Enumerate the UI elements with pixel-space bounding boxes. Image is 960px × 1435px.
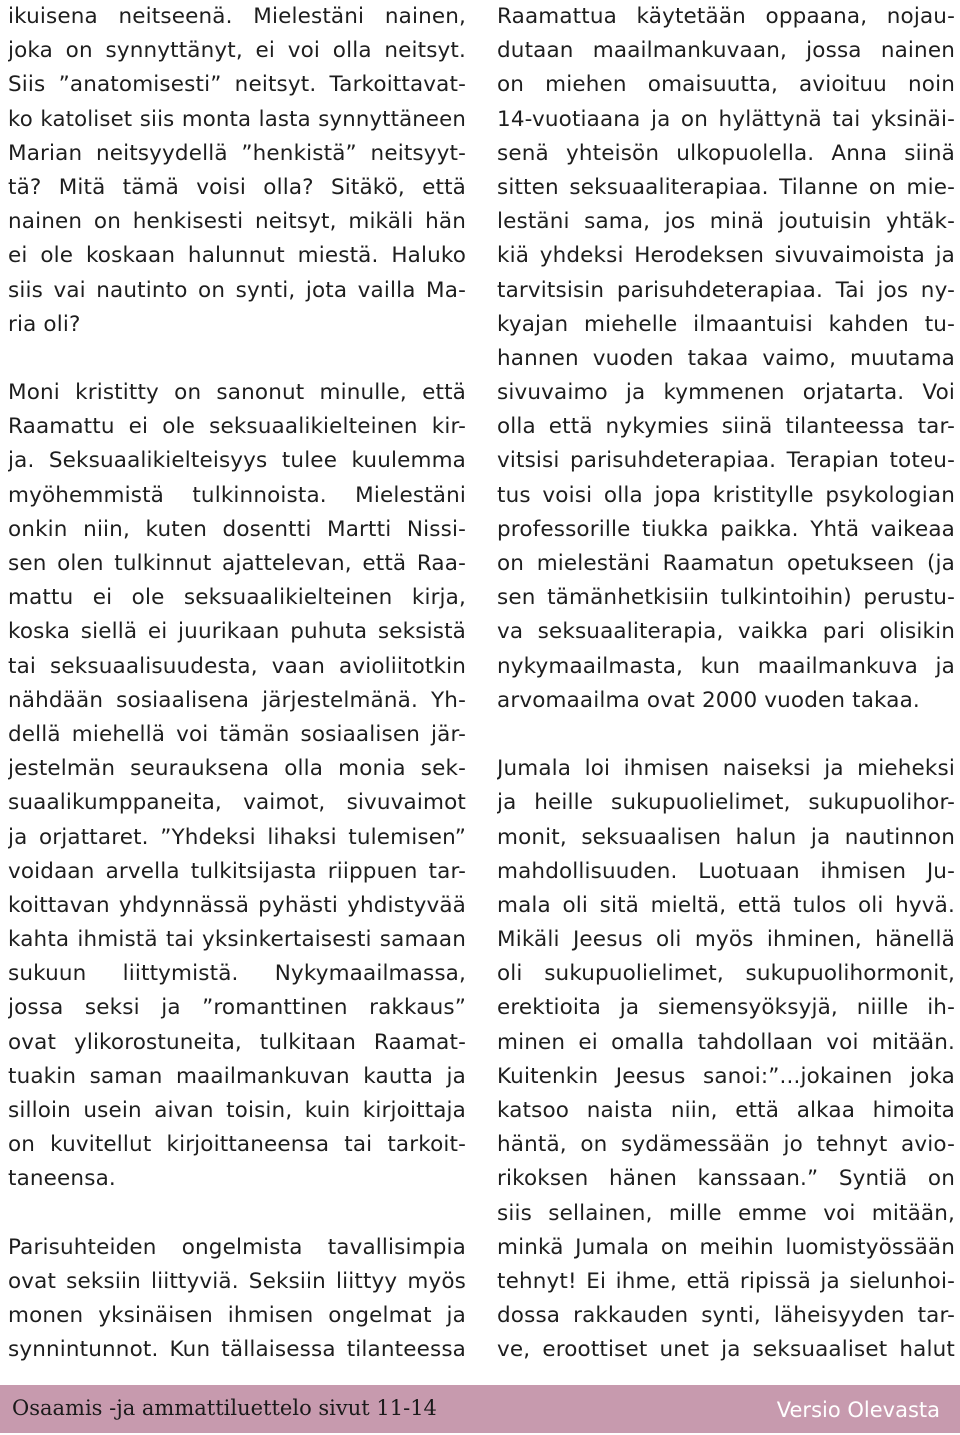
text-line: tarvitsisin parisuhdeterapiaa. Tai jos ny-: [497, 277, 955, 303]
text-line: Moni kristitty on sanonut minulle, että: [8, 380, 466, 406]
text-line: erektioita ja siemensyöksyjä, niille ih-: [497, 995, 955, 1021]
text-line: ve, eroottiset unet ja seksuaaliset halut: [497, 1337, 955, 1363]
text-line: Siis ”anatomisesti” neitsyt. Tarkoittavat-: [8, 72, 466, 98]
text-line: 14-vuotiaana ja on hylättynä tai yksinäi-: [497, 106, 955, 132]
text-line: sen olen tulkinnut ajattelevan, että Raa-: [8, 551, 466, 576]
text-line: kahta ihmistä tai yksinkertaisesti samaan: [8, 927, 466, 953]
text-line: silloin usein aivan toisin, kuin kirjoittaja: [8, 1098, 466, 1123]
text-line: tehnyt! Ei ihme, että ripissä ja sielunhoi-: [497, 1268, 955, 1294]
text-line: nykymaailmasta, kun maailmankuva ja: [497, 653, 955, 679]
text-line: tä? Mitä tämä voisi olla? Sitäkö, että: [8, 174, 466, 200]
text-line: lestäni sama, jos minä joutuisin yhtäk-: [497, 209, 955, 235]
text-line: häntä, on sydämessään jo tehnyt avio-: [497, 1132, 955, 1158]
text-line: tai seksuaalisuudesta, vaan avioliitotkin: [8, 653, 466, 679]
text-line: rikoksen hänen kanssaan.” Syntiä on: [497, 1166, 955, 1192]
text-line: joka on synnyttänyt, ei voi olla neitsyt.: [8, 38, 466, 64]
text-line: sukuun liittymistä. Nykymaailmassa,: [8, 961, 466, 987]
paragraph-gap: [8, 342, 466, 376]
text-line: arvomaailma ovat 2000 vuoden takaa.: [497, 687, 920, 713]
text-line: mala oli sitä mieltä, että tulos oli hyvä.: [497, 892, 955, 918]
text-line: monit, seksuaalisen halun ja nautinnon: [497, 824, 955, 850]
right-text-column: [497, 0, 955, 1368]
text-line: ei ole koskaan halunnut miestä. Haluko: [8, 243, 466, 269]
text-line: nähdään sosiaalisena järjestelmänä. Yh-: [8, 687, 466, 713]
paragraph-gap: [8, 1197, 466, 1231]
text-line: ja heille sukupuolielimet, sukupuolihor-: [497, 790, 955, 816]
text-line: siis vai nautinto on synti, jota vailla Ma-: [8, 277, 466, 303]
text-line: minkä Jumala on meihin luomistyössään: [497, 1234, 955, 1260]
text-line: Mikäli Jeesus oli myös ihminen, hänellä: [497, 927, 955, 953]
text-line: on miehen omaisuutta, avioituu noin: [497, 72, 955, 98]
text-line: Marian neitsyydellä ”henkistä” neitsyyt-: [8, 140, 466, 166]
text-line: ikuisena neitseenä. Mielestäni nainen,: [8, 4, 466, 29]
text-line: on mielestäni Raamatun opetukseen (ja: [497, 551, 955, 576]
text-line: nainen on henkisesti neitsyt, mikäli hän: [8, 209, 466, 235]
paragraph-gap: [497, 718, 955, 752]
footer-bar: [0, 1385, 960, 1433]
footer-right-caption: Versio Olevasta: [776, 1398, 940, 1422]
text-line: hannen vuoden takaa vaimo, muutama: [497, 345, 955, 371]
text-line: ovat ylikorostuneita, tulkitaan Raamat-: [8, 1029, 466, 1055]
text-line: ovat seksiin liittyviä. Seksiin liittyy myös: [8, 1268, 466, 1294]
text-line: vitsisi parisuhdeterapiaa. Terapian toteu-: [497, 448, 955, 474]
text-line: kiä yhdeksi Herodeksen sivuvaimoista ja: [497, 243, 955, 269]
text-line: ja orjattaret. ”Yhdeksi lihaksi tulemisen”: [8, 824, 466, 850]
text-line: ria oli?: [8, 311, 81, 337]
text-line: myöhemmistä tulkinnoista. Mielestäni: [8, 482, 466, 508]
text-line: va seksuaaliterapia, vaikka pari olisikin: [497, 619, 955, 645]
text-line: on kuvitellut kirjoittaneensa tai tarkoit-: [8, 1132, 466, 1158]
text-line: jossa seksi ja ”romanttinen rakkaus”: [8, 995, 466, 1021]
text-line: minen ei omalla tahdollaan voi mitään.: [497, 1029, 955, 1055]
text-line: dutaan maailmankuvaan, jossa nainen: [497, 38, 955, 64]
text-line: suaalikumppaneita, vaimot, sivuvaimot: [8, 790, 466, 816]
text-line: taneensa.: [8, 1166, 116, 1192]
text-line: olla että nykymies siinä tilanteessa tar-: [497, 414, 955, 440]
text-line: Raamattu ei ole seksuaalikielteinen kir-: [8, 414, 466, 440]
text-line: oli sukupuolielimet, sukupuolihormonit,: [497, 961, 955, 987]
text-line: Kuitenkin Jeesus sanoi:”...jokainen joka: [497, 1063, 955, 1089]
text-line: tuakin saman maailmankuvan kautta ja: [8, 1063, 466, 1089]
text-line: dossa rakkauden synti, läheisyyden tar-: [497, 1303, 955, 1329]
text-line: senä yhteisön ulkopuolella. Anna siinä: [497, 140, 955, 166]
text-line: Raamattua käytetään oppaana, nojau-: [497, 4, 955, 29]
text-line: onkin niin, kuten dosentti Martti Nissi-: [8, 516, 466, 542]
text-line: dellä miehellä voi tämän sosiaalisen jär-: [8, 721, 466, 747]
text-line: katsoo naista niin, että alkaa himoita: [497, 1098, 955, 1123]
text-line: sen tämänhetkisiin tulkintoihin) perustu-: [497, 585, 955, 611]
text-line: professorille tiukka paikka. Yhtä vaikeaa: [497, 516, 955, 542]
text-line: synnintunnot. Kun tällaisessa tilanteessa: [8, 1337, 466, 1363]
text-line: tus voisi olla jopa kristitylle psykologian: [497, 482, 955, 508]
text-line: monen yksinäisen ihmisen ongelmat ja: [8, 1303, 466, 1329]
text-line: ko katoliset siis monta lasta synnyttäneen: [8, 106, 466, 132]
text-line: sitten seksuaaliterapiaa. Tilanne on mie-: [497, 174, 955, 200]
text-line: ja. Seksuaalikielteisyys tulee kuulemma: [8, 448, 466, 474]
text-line: koittavan yhdynnässä pyhästi yhdistyvää: [8, 892, 466, 918]
text-line: mahdollisuuden. Luotuaan ihmisen Ju-: [497, 858, 955, 884]
text-line: jestelmän seurauksena olla monia sek-: [8, 756, 466, 782]
left-text-column: [8, 0, 466, 1368]
text-line: kyajan miehelle ilmaantuisi kahden tu-: [497, 311, 955, 337]
text-line: Parisuhteiden ongelmista tavallisimpia: [8, 1234, 466, 1260]
footer-left-caption: Osaamis -ja ammattiluettelo sivut 11-14: [12, 1396, 437, 1420]
text-line: mattu ei ole seksuaalikielteinen kirja,: [8, 585, 466, 611]
text-line: koska siellä ei juurikaan puhuta seksistä: [8, 619, 466, 645]
text-line: voidaan arvella tulkitsijasta riippuen tar-: [8, 858, 466, 884]
text-line: sivuvaimo ja kymmenen orjatarta. Voi: [497, 380, 955, 406]
text-line: Jumala loi ihmisen naiseksi ja mieheksi: [497, 756, 955, 782]
text-line: siis sellainen, mille emme voi mitään,: [497, 1200, 955, 1226]
